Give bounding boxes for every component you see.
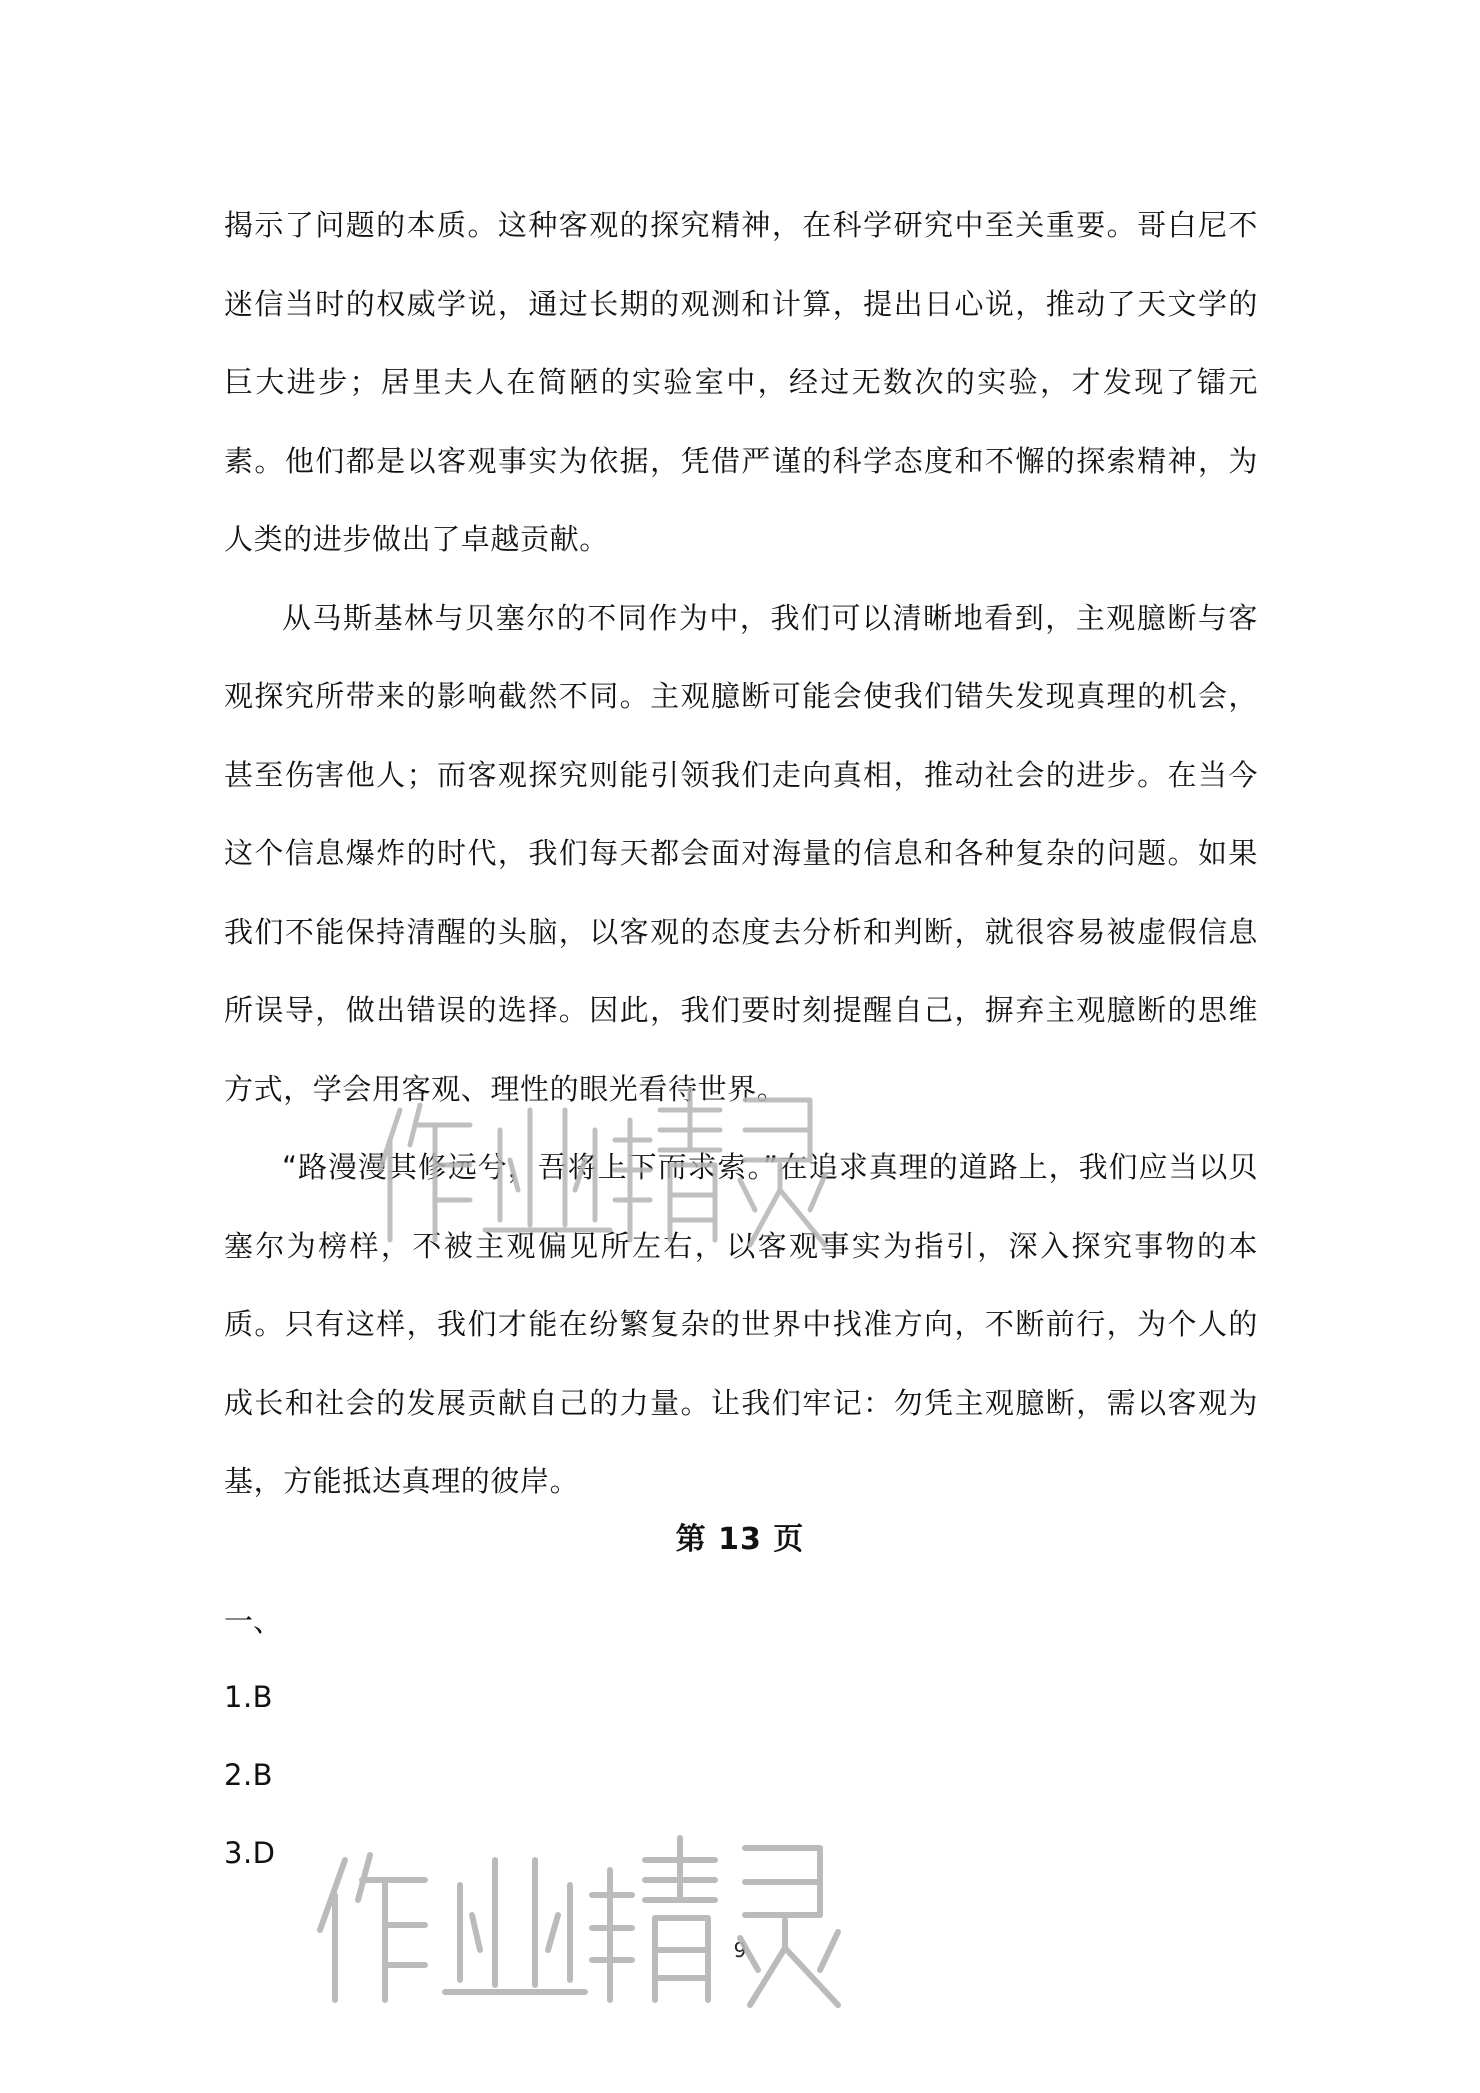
paragraph-continuation: 揭示了问题的本质。这种客观的探究精神，在科学研究中至关重要。哥白尼不迷信当时的权威学说，通过长期的观测和计算，提出日心说，推动了天文学的巨大进步；居里夫人在简陋的实验室中，经过无数次的实验，才发现了镭元素。他们都是以客观事实为依据，凭借严谨的科学态度和不懈的探索精神，为人类的进步做出了卓越贡献。 — [224, 208, 1258, 556]
page-number: 9 — [733, 1938, 747, 1962]
paragraph-conclusion: “路漫漫其修远兮，吾将上下而求索。”在追求真理的道路上，我们应当以贝塞尔为榜样，不被主观偏见所左右，以客观事实为指引，深入探究事物的本质。只有这样，我们才能在纷繁复杂的世界中找准方向，不断前行，为个人的成长和社会的发展贡献自己的力量。让我们牢记：勿凭主观臆断，需以客观为基，方能抵达真理的彼岸。 — [224, 1150, 1258, 1498]
page-heading: 第 13 页 — [675, 1522, 805, 1557]
answer-item: 1.B — [224, 1680, 274, 1714]
section-label: 一、 — [224, 1604, 283, 1638]
watermark-logo — [300, 1800, 860, 2020]
answer-item: 3.D — [224, 1836, 276, 1870]
essay-body — [224, 186, 1258, 1521]
answer-item: 2.B — [224, 1758, 274, 1792]
paragraph-comparison: 从马斯基林与贝塞尔的不同作为中，我们可以清晰地看到，主观臆断与客观探究所带来的影响截然不同。主观臆断可能会使我们错失发现真理的机会，甚至伤害他人；而客观探究则能引领我们走向真相，推动社会的进步。在当今这个信息爆炸的时代，我们每天都会面对海量的信息和各种复杂的问题。如果我们不能保持清醒的头脑，以客观的态度去分析和判断，就很容易被虚假信息所误导，做出错误的选择。因此，我们要时刻提醒自己，摒弃主观臆断的思维方式，学会用客观、理性的眼光看待世界。 — [224, 600, 1258, 1106]
